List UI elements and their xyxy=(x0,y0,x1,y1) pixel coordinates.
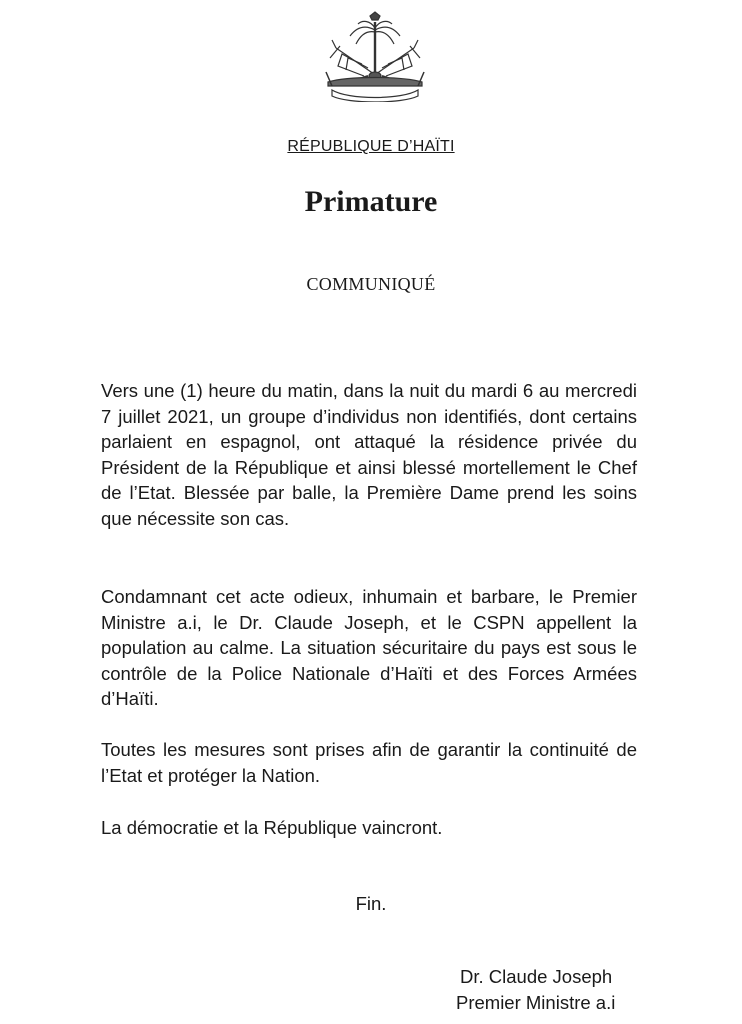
closing-text: Fin. xyxy=(355,893,387,914)
paragraph-call-for-calm: Condamnant cet acte odieux, inhumain et barbare, le Premier Ministre a.i, le Dr. Claude Joseph, et le CSPN appellent la population au calme. La situation sécuritaire du pays est sous le contrôle de la Police Nationale d’Haïti et des Forces Armées d’Haïti. xyxy=(101,586,637,709)
paragraph-democracy: La démocratie et la République vaincront. xyxy=(101,817,443,838)
signature-block xyxy=(440,964,700,1016)
paragraph-continuity: Toutes les mesures sont prises afin de garantir la continuité de l’Etat et protéger la Nation. xyxy=(101,739,637,786)
coat-of-arms-icon xyxy=(318,10,432,102)
paragraph-attack-report: Vers une (1) heure du matin, dans la nuit du mardi 6 au mercredi 7 juillet 2021, un groupe d’individus non identifiés, dont certains parlaient en espagnol, ont attaqué la résidence privée du Président de la République et ainsi blessé mortellement le Chef de l’Etat. Blessée par balle, la Première Dame prend les soins que nécessite son cas. xyxy=(101,380,637,529)
document-type-heading: COMMUNIQUÉ xyxy=(306,274,436,294)
signatory-title: Premier Ministre a.i xyxy=(456,992,616,1013)
country-heading: RÉPUBLIQUE D’HAÏTI xyxy=(287,138,455,155)
office-title: Primature xyxy=(304,185,438,218)
signatory-name: Dr. Claude Joseph xyxy=(460,966,613,987)
